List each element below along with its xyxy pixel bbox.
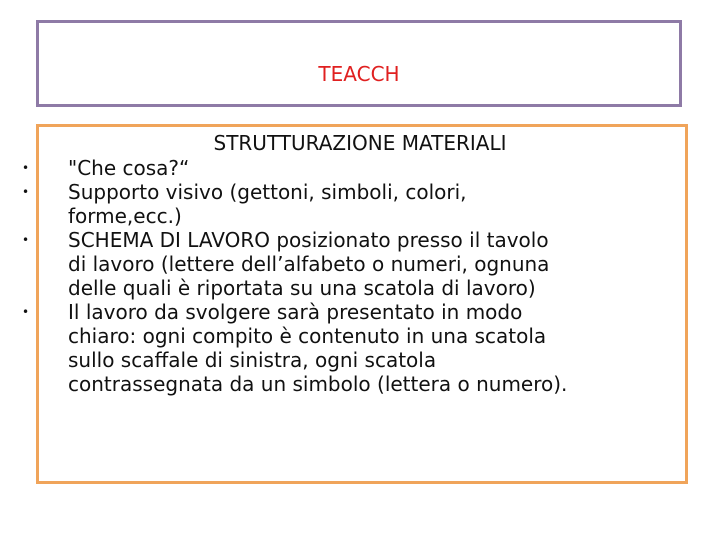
title-box (36, 20, 682, 107)
list-item (22, 180, 682, 228)
list-item-text: Supporto visivo (gettoni, simboli, colori, forme,ecc.) (68, 180, 467, 228)
page-title: TEACCH (318, 62, 400, 86)
list-item-text: "Che cosa?“ (68, 156, 190, 180)
list-item (22, 156, 682, 180)
list-item (22, 300, 682, 396)
list-item-text: SCHEMA DI LAVORO posizionato presso il tavolo di lavoro (lettere dell’alfabeto o numeri, ognuna delle quali è riportata su una scatola di lavoro) (68, 228, 550, 300)
list-item-text: Il lavoro da svolgere sarà presentato in modo chiaro: ogni compito è contenuto in una scatola sullo scaffale di sinistra, ogni scatola contrassegnata da un simbolo (lettera o numero). (68, 300, 568, 396)
section-heading: STRUTTURAZIONE MATERIALI (213, 131, 507, 155)
bullet-list (22, 156, 682, 396)
bullet-icon: • (22, 185, 30, 199)
bullet-icon: • (22, 305, 30, 319)
bullet-icon: • (22, 233, 30, 247)
list-item (22, 228, 682, 300)
bullet-icon: • (22, 161, 30, 175)
